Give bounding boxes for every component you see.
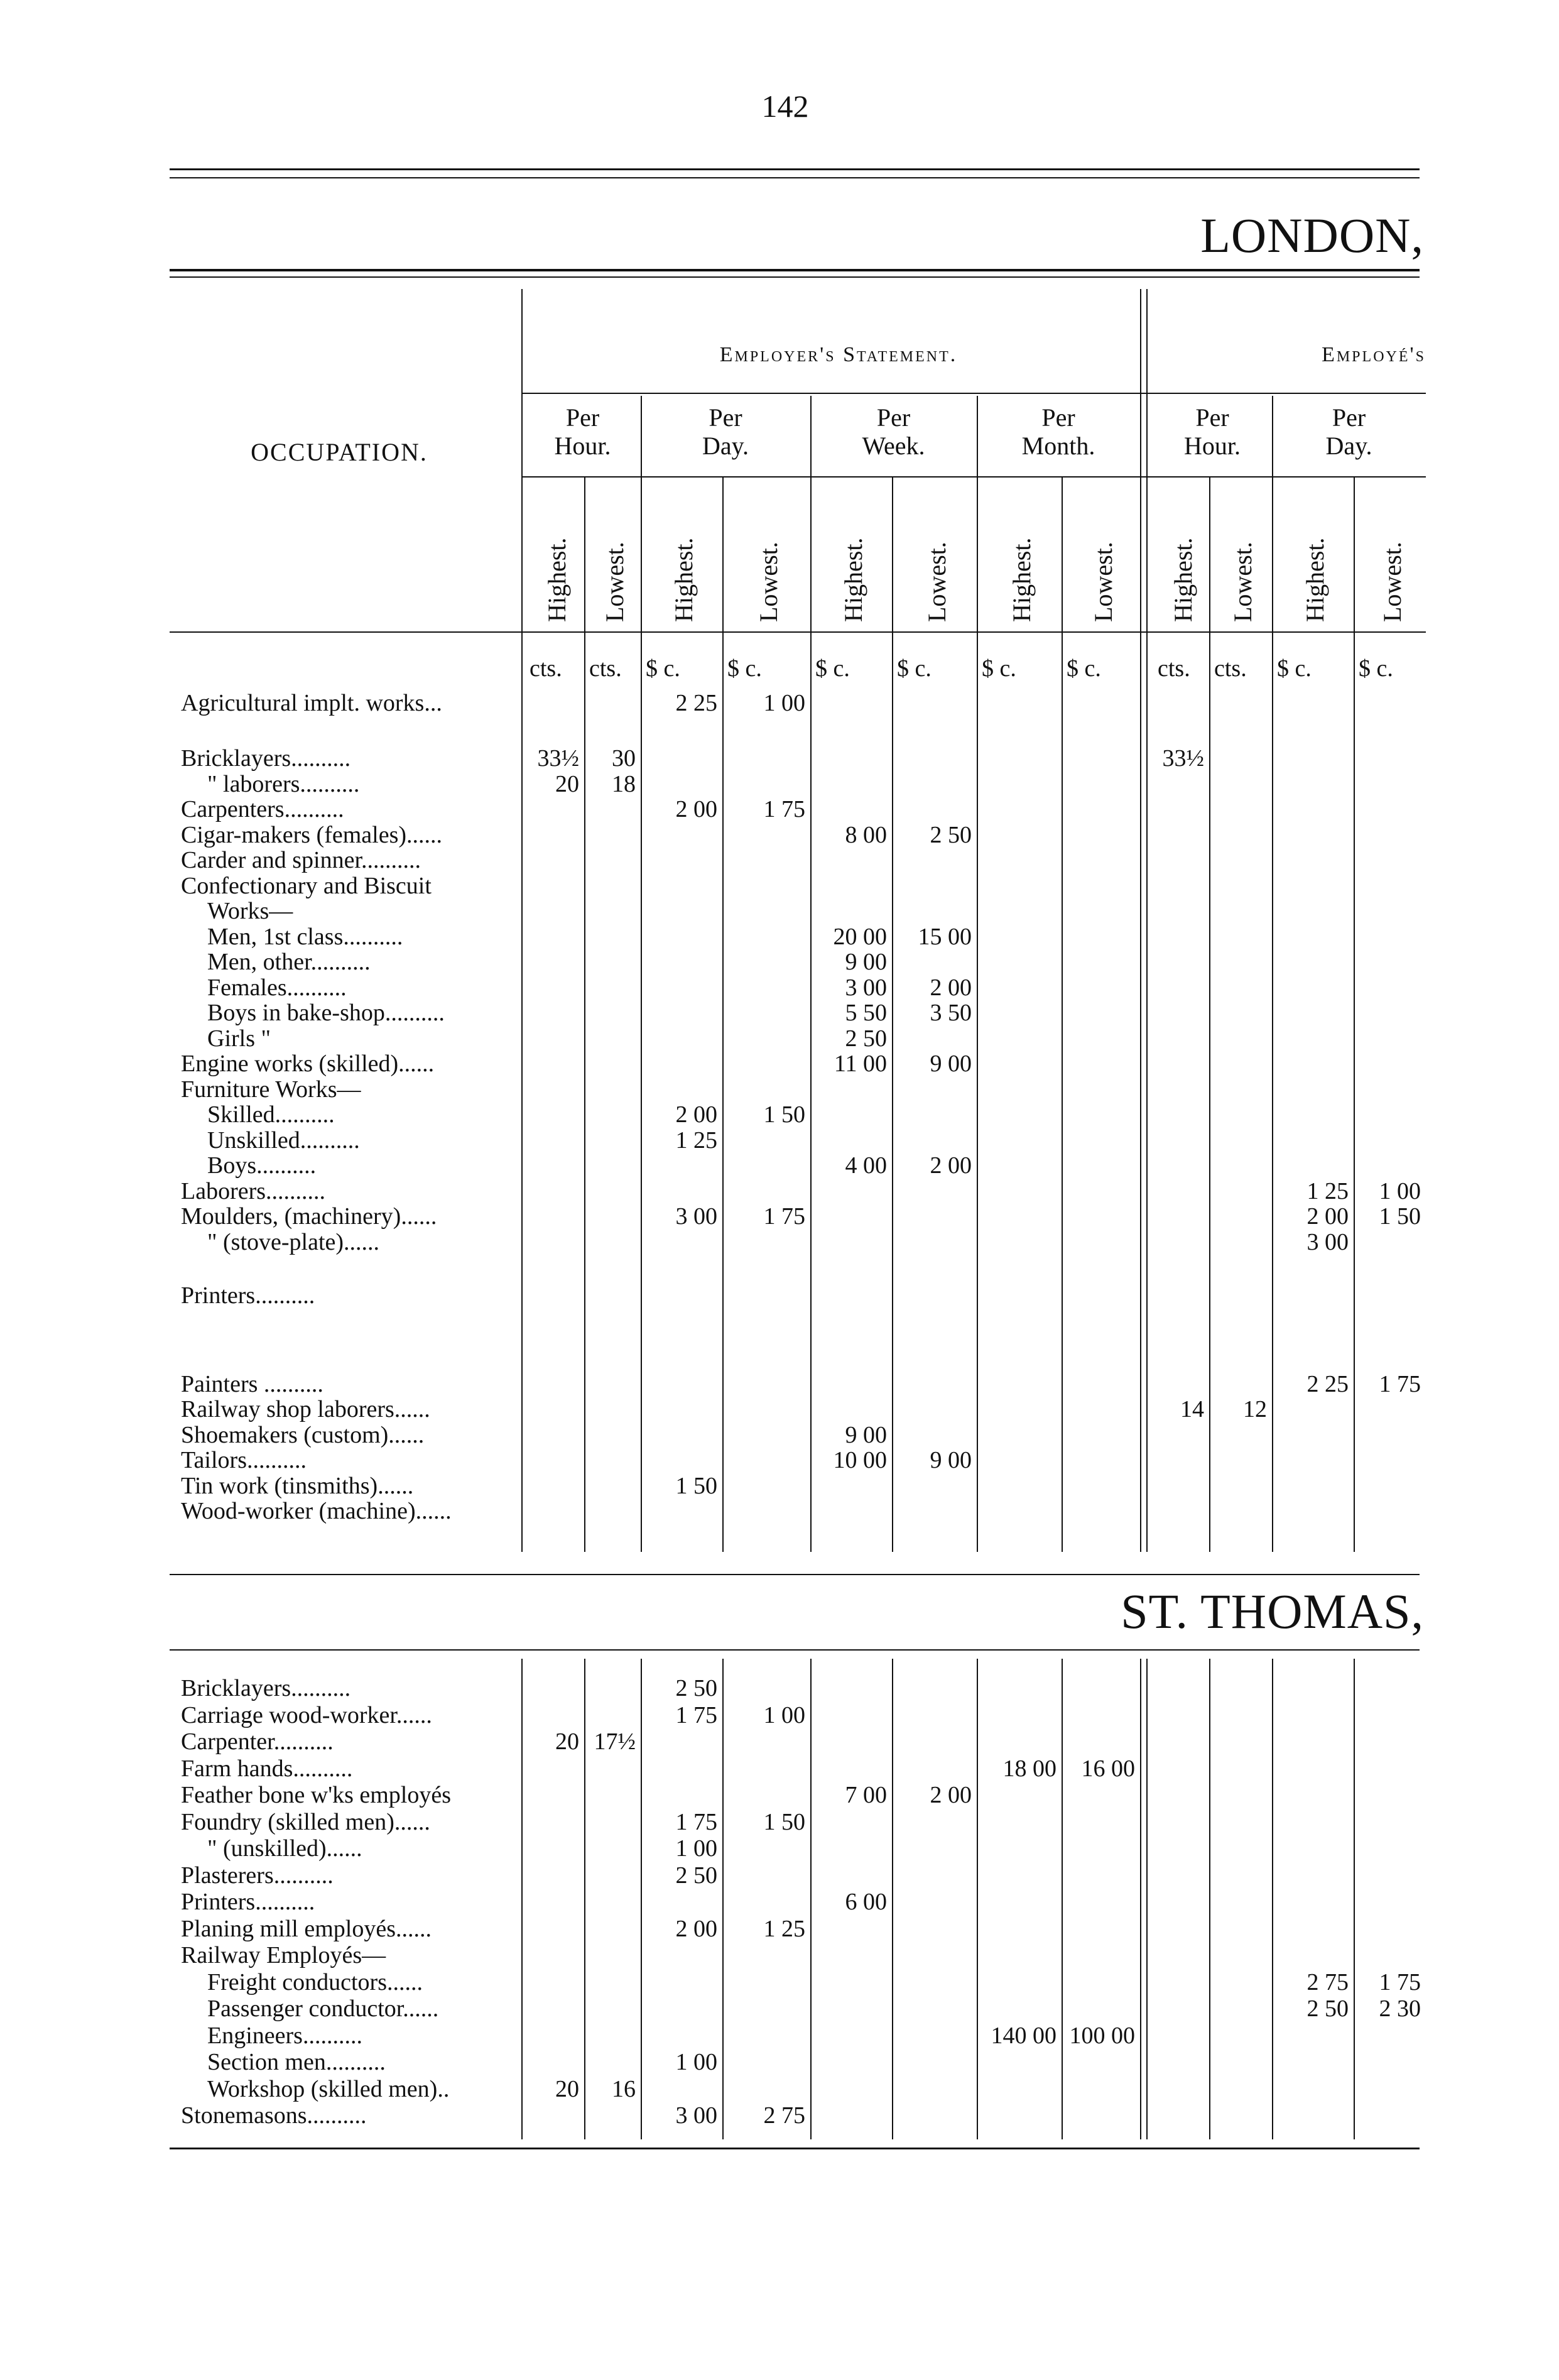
cell-value: 3 00 xyxy=(845,974,887,1001)
unit-label: $ c. xyxy=(897,655,932,682)
cell-value: 14 xyxy=(1180,1396,1204,1422)
period-header-line2: Day. xyxy=(1325,432,1372,460)
st-thomas-top-rule xyxy=(170,1649,1420,1651)
cell-value: 17½ xyxy=(594,1728,636,1755)
st-thomas-column-rule xyxy=(722,1659,724,2139)
cell-value: 15 00 xyxy=(918,923,972,950)
occupation-divider xyxy=(521,289,523,1552)
occupation-heading: OCCUPATION. xyxy=(251,438,428,466)
header-rule xyxy=(521,476,1426,478)
st-thomas-column-rule xyxy=(892,1659,893,2139)
occupation-label: Unskilled.......... xyxy=(207,1127,360,1154)
cell-value: 2 75 xyxy=(763,2102,805,2129)
occupation-label: Railway shop laborers...... xyxy=(181,1396,430,1422)
occupation-label: Shoemakers (custom)...... xyxy=(181,1421,425,1448)
column-subheader: Lowest. xyxy=(1089,542,1117,622)
cell-value: 1 00 xyxy=(675,1835,717,1862)
period-header-line1: Per xyxy=(1041,403,1075,432)
cell-value: 2 00 xyxy=(930,974,972,1001)
cell-value: 2 30 xyxy=(1379,1995,1421,2022)
occupation-label: Boys.......... xyxy=(207,1152,317,1179)
cell-value: 2 50 xyxy=(845,1025,887,1052)
top-rule xyxy=(170,168,1420,170)
cell-value: 1 00 xyxy=(675,2049,717,2075)
double-divider-2 xyxy=(1146,289,1148,1552)
period-header-line2: Day. xyxy=(702,432,749,460)
cell-value: 33½ xyxy=(1162,745,1204,772)
top-rule-2 xyxy=(170,177,1420,178)
cell-value: 1 75 xyxy=(763,796,805,822)
unit-label: $ c. xyxy=(815,655,850,682)
occupation-label: " laborers.......... xyxy=(207,770,360,797)
column-rule xyxy=(584,478,585,1552)
cell-value: 1 50 xyxy=(763,1808,805,1835)
occupation-label: Men, 1st class.......... xyxy=(207,923,403,950)
occupation-label: Wood-worker (machine)...... xyxy=(181,1498,452,1524)
occupation-label: Painters .......... xyxy=(181,1370,323,1397)
occupation-label: " (unskilled)...... xyxy=(207,1835,362,1862)
occupation-label: Planing mill employés...... xyxy=(181,1915,432,1942)
column-subheader: Lowest. xyxy=(754,542,783,622)
cell-value: 2 50 xyxy=(930,821,972,848)
occupation-label: Farm hands.......... xyxy=(181,1755,353,1782)
period-header-line1: Per xyxy=(709,403,742,432)
st-thomas-column-rule xyxy=(1146,1659,1148,2139)
column-subheader: Lowest. xyxy=(922,542,951,622)
cell-value: 2 00 xyxy=(675,796,717,822)
occupation-label: Cigar-makers (females)...... xyxy=(181,821,443,848)
cell-value: 1 75 xyxy=(675,1808,717,1835)
occupation-label: Bricklayers.......... xyxy=(181,1675,351,1701)
occupation-label: Stonemasons.......... xyxy=(181,2102,367,2129)
cell-value: 2 00 xyxy=(930,1782,972,1808)
occupation-label: Laborers.......... xyxy=(181,1177,326,1204)
cell-value: 8 00 xyxy=(845,821,887,848)
cell-value: 3 00 xyxy=(675,1203,717,1230)
occupation-label: Men, other.......... xyxy=(207,949,371,975)
st-thomas-column-rule xyxy=(977,1659,978,2139)
column-rule xyxy=(641,396,642,478)
occupation-label: Confectionary and Biscuit xyxy=(181,872,432,899)
cell-value: 3 00 xyxy=(675,2102,717,2129)
occupation-label: Printers.......... xyxy=(181,1282,315,1309)
occupation-label: Tailors.......... xyxy=(181,1447,307,1473)
column-subheader: Lowest. xyxy=(600,542,629,622)
column-rule xyxy=(977,396,978,478)
column-subheader: Highest. xyxy=(670,537,698,622)
cell-value: 1 75 xyxy=(1379,1968,1421,1995)
cell-value: 1 25 xyxy=(1306,1177,1349,1204)
period-header-line2: Hour. xyxy=(554,432,611,460)
table-top-rule xyxy=(170,269,1420,271)
double-divider xyxy=(1140,289,1141,1552)
occupation-label: Railway Employés— xyxy=(181,1942,386,1968)
occupation-label: Works— xyxy=(207,898,293,924)
page-number: 142 xyxy=(761,89,809,124)
occupation-label: Carpenter.......... xyxy=(181,1728,334,1755)
column-subheader: Lowest. xyxy=(1377,542,1406,622)
st-thomas-column-rule xyxy=(1354,1659,1355,2139)
cell-value: 2 25 xyxy=(675,690,717,716)
occupation-label: Freight conductors...... xyxy=(207,1968,423,1995)
column-subheader: Highest. xyxy=(542,537,571,622)
cell-value: 1 00 xyxy=(763,1701,805,1728)
occupation-label: Carriage wood-worker...... xyxy=(181,1701,432,1728)
occupation-label: Passenger conductor...... xyxy=(207,1995,439,2022)
occupation-label: Tin work (tinsmiths)...... xyxy=(181,1472,414,1499)
cell-value: 2 50 xyxy=(675,1675,717,1701)
st-thomas-column-rule xyxy=(1209,1659,1210,2139)
cell-value: 2 00 xyxy=(675,1101,717,1128)
occupation-label: " (stove-plate)...... xyxy=(207,1228,380,1255)
column-rule xyxy=(977,478,978,1552)
period-header-line2: Month. xyxy=(1021,432,1095,460)
cell-value: 1 00 xyxy=(1379,1177,1421,1204)
cell-value: 2 50 xyxy=(675,1862,717,1889)
period-header-line2: Hour. xyxy=(1184,432,1241,460)
cell-value: 18 xyxy=(612,770,636,797)
cell-value: 1 75 xyxy=(1379,1370,1421,1397)
period-header-line1: Per xyxy=(565,403,600,432)
table-top-rule-2 xyxy=(170,276,1420,278)
cell-value: 11 00 xyxy=(834,1051,887,1077)
cell-value: 2 00 xyxy=(930,1152,972,1179)
occupation-label: Section men.......... xyxy=(207,2049,386,2075)
cell-value: 20 xyxy=(555,1728,579,1755)
city-london: LONDON, xyxy=(1200,208,1424,263)
st-thomas-column-rule xyxy=(1062,1659,1063,2139)
cell-value: 1 50 xyxy=(1379,1203,1421,1230)
unit-label: $ c. xyxy=(727,655,762,682)
occupation-label: Agricultural implt. works... xyxy=(181,690,442,716)
cell-value: 12 xyxy=(1243,1396,1267,1422)
cell-value: 16 xyxy=(612,2075,636,2102)
cell-value: 1 75 xyxy=(675,1701,717,1728)
cell-value: 2 50 xyxy=(1306,1995,1349,2022)
unit-label: $ c. xyxy=(646,655,680,682)
occupation-label: Bricklayers.......... xyxy=(181,745,351,772)
period-header-line1: Per xyxy=(876,403,911,432)
occupation-label: Engine works (skilled)...... xyxy=(181,1051,435,1077)
st-thomas-column-rule xyxy=(521,1659,523,2139)
column-subheader: Highest. xyxy=(1007,537,1036,622)
city-st-thomas: ST. THOMAS, xyxy=(1121,1584,1424,1639)
cell-value: 5 50 xyxy=(845,1000,887,1026)
cell-value: 3 50 xyxy=(930,1000,972,1026)
occupation-label: Plasterers.......... xyxy=(181,1862,334,1889)
period-header-line2: Week. xyxy=(862,432,925,460)
cell-value: 6 00 xyxy=(845,1889,887,1915)
occupation-label: Carder and spinner.......... xyxy=(181,847,421,873)
cell-value: 1 75 xyxy=(763,1203,805,1230)
cell-value: 140 00 xyxy=(991,2022,1057,2049)
cell-value: 1 50 xyxy=(763,1101,805,1128)
occupation-label: Moulders, (machinery)...... xyxy=(181,1203,437,1230)
bottom-rule xyxy=(170,2148,1420,2149)
cell-value: 4 00 xyxy=(845,1152,887,1179)
cell-value: 2 25 xyxy=(1306,1370,1349,1397)
cell-value: 2 75 xyxy=(1306,1968,1349,1995)
unit-label: $ c. xyxy=(1067,655,1101,682)
column-rule xyxy=(641,478,642,1552)
cell-value: 3 00 xyxy=(1306,1228,1349,1255)
cell-value: 18 00 xyxy=(1002,1755,1057,1782)
cell-value: 7 00 xyxy=(845,1782,887,1808)
occupation-label: Foundry (skilled men)...... xyxy=(181,1808,430,1835)
employes-statement-heading: Employé's xyxy=(1322,343,1426,366)
cell-value: 1 00 xyxy=(763,690,805,716)
occupation-label: Engineers.......... xyxy=(207,2022,362,2049)
cell-value: 9 00 xyxy=(845,949,887,975)
occupation-label: Females.......... xyxy=(207,974,347,1001)
unit-label: cts. xyxy=(589,655,622,682)
occupation-label: Girls " xyxy=(207,1025,271,1052)
column-rule xyxy=(1062,478,1063,1552)
occupation-label: Printers.......... xyxy=(181,1889,315,1915)
column-rule xyxy=(722,478,724,1552)
cell-value: 1 25 xyxy=(763,1915,805,1942)
occupation-label: Carpenters.......... xyxy=(181,796,344,822)
cell-value: 20 xyxy=(555,2075,579,2102)
st-thomas-column-rule xyxy=(1140,1659,1141,2139)
cell-value: 16 00 xyxy=(1081,1755,1135,1782)
occupation-label: Boys in bake-shop.......... xyxy=(207,1000,445,1026)
cell-value: 1 50 xyxy=(675,1472,717,1499)
cell-value: 9 00 xyxy=(930,1447,972,1473)
occupation-label: Skilled.......... xyxy=(207,1101,335,1128)
cell-value: 2 00 xyxy=(1306,1203,1349,1230)
column-rule xyxy=(1209,478,1210,1552)
occupation-label: Workshop (skilled men).. xyxy=(207,2075,450,2102)
cell-value: 33½ xyxy=(537,745,579,772)
period-header-line1: Per xyxy=(1332,403,1366,432)
unit-label: cts. xyxy=(1158,655,1190,682)
column-subheader: Highest. xyxy=(1301,537,1329,622)
cell-value: 100 00 xyxy=(1069,2022,1135,2049)
cell-value: 2 00 xyxy=(675,1915,717,1942)
cell-value: 20 00 xyxy=(833,923,887,950)
employers-statement-heading: Employer's Statement. xyxy=(719,343,958,366)
st-thomas-column-rule xyxy=(1272,1659,1273,2139)
period-header-line1: Per xyxy=(1195,403,1229,432)
unit-label: cts. xyxy=(530,655,562,682)
cell-value: 20 xyxy=(555,770,579,797)
cell-value: 9 00 xyxy=(845,1421,887,1448)
column-subheader: Highest. xyxy=(839,537,867,622)
column-rule xyxy=(810,396,812,478)
occupation-label: Feather bone w'ks employés xyxy=(181,1782,452,1808)
cell-value: 10 00 xyxy=(833,1447,887,1473)
column-subheader: Highest. xyxy=(1169,537,1197,622)
unit-label: $ c. xyxy=(982,655,1016,682)
cell-value: 9 00 xyxy=(930,1051,972,1077)
unit-label: $ c. xyxy=(1277,655,1312,682)
header-rule xyxy=(521,393,1426,394)
unit-label: cts. xyxy=(1214,655,1247,682)
cell-value: 1 25 xyxy=(675,1127,717,1154)
cell-value: 30 xyxy=(612,745,636,772)
subheader-bottom-rule xyxy=(170,631,1426,633)
occupation-label: Furniture Works— xyxy=(181,1076,361,1103)
section-rule xyxy=(170,1574,1420,1575)
unit-label: $ c. xyxy=(1359,655,1393,682)
column-subheader: Lowest. xyxy=(1229,542,1257,622)
